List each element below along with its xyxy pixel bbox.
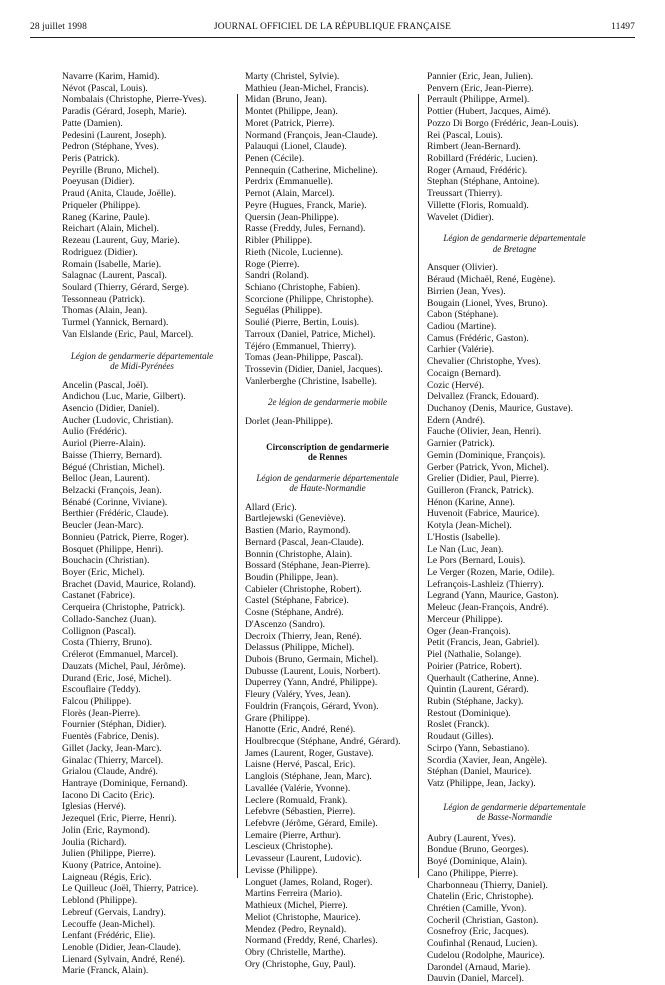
name-entry: Cosnefroy (Eric, Jacques).	[427, 926, 529, 938]
name-entry: Coufinhal (Renaud, Lucien).	[427, 938, 538, 950]
name-entry: Houlbrecque (Stéphane, André, Gérard).	[245, 736, 401, 747]
name-entry: Grelier (Didier, Paul, Pierre).	[427, 473, 540, 485]
name-entry: Scorcione (Philippe, Christophe).	[245, 293, 374, 305]
name-entry: Roger (Arnaud, Frédéric).	[427, 164, 528, 176]
name-entry: Rei (Pascal, Louis).	[427, 129, 503, 141]
name-entry: Roslet (Franck).	[427, 719, 490, 731]
page-header	[30, 22, 635, 36]
name-entry: Langlois (Stéphane, Jean, Marc).	[245, 771, 372, 783]
name-entry: Cocheril (Christian, Gaston).	[427, 914, 539, 926]
name-entry: Belloc (Jean, Laurent).	[62, 473, 150, 485]
name-entry: Fouldrin (François, Gérard, Yvon).	[245, 700, 379, 712]
name-entry: Peris (Patrick).	[62, 153, 120, 165]
name-entry: Perdrix (Emmanuelle).	[245, 176, 333, 188]
name-entry: Cabon (Stéphane).	[427, 309, 499, 321]
name-list	[245, 416, 410, 428]
name-entry: Hénon (Karine, Anne).	[427, 496, 515, 508]
name-entry: Schiano (Christophe, Fabien).	[245, 281, 361, 293]
header-rule	[30, 37, 635, 38]
name-entry: Pernot (Alain, Marcel).	[245, 188, 335, 200]
name-entry: Gillet (Jacky, Jean-Marc).	[62, 742, 162, 754]
name-entry: Carhier (Valérie).	[427, 344, 495, 356]
name-entry: L'Hostis (Isabelle).	[427, 531, 501, 543]
name-entry: Oger (Jean-François).	[427, 625, 511, 637]
name-entry: Boyer (Eric, Michel).	[62, 567, 145, 579]
name-entry: Le Verger (Rozen, Marie, Odile).	[427, 567, 555, 579]
name-entry: Longuet (James, Roland, Roger).	[245, 876, 373, 888]
name-entry: Duperrey (Yann, André, Philippe).	[245, 677, 378, 689]
section-heading	[427, 233, 602, 254]
name-entry: Marie (Franck, Alain).	[62, 965, 149, 977]
name-entry: Delvallez (Franck, Edouard).	[427, 391, 539, 403]
name-entry: Stéphan (Daniel, Maurice).	[427, 766, 532, 778]
name-entry: Levasseur (Laurent, Ludovic).	[245, 853, 362, 865]
name-entry: Belzacki (François, Jean).	[62, 485, 162, 496]
section-heading	[62, 351, 222, 372]
section-heading-line: de Haute-Normandie	[289, 483, 366, 494]
name-entry: Grare (Philippe).	[245, 712, 311, 724]
name-entry: Obry (Christelle, Marthe).	[245, 946, 346, 958]
name-list	[427, 262, 602, 789]
name-entry: Roudaut (Gilles).	[427, 731, 494, 743]
name-entry: Cocaign (Bernard).	[427, 367, 502, 379]
name-entry: Chevalier (Christophe, Yves).	[427, 356, 541, 368]
name-entry: Lenfant (Frédéric, Elie).	[62, 930, 156, 942]
name-entry: Petit (Francis, Jean, Gabriel).	[427, 637, 540, 649]
name-entry: Gerber (Patrick, Yvon, Michel).	[427, 461, 549, 473]
name-entry: Leclere (Romuald, Frank).	[245, 794, 348, 806]
name-entry: Guilleron (Franck, Patrick).	[427, 485, 534, 496]
name-entry: Turmel (Yannick, Bernard).	[62, 317, 169, 329]
name-entry: Béraud (Michaël, René, Eugène).	[427, 274, 556, 286]
name-entry: Lebreuf (Gervais, Landry).	[62, 906, 166, 918]
name-entry: James (Laurent, Roger, Gustave).	[245, 747, 374, 759]
name-entry: Tomas (Jean-Philippe, Pascal).	[245, 352, 364, 364]
name-entry: Beucler (Jean-Marc).	[62, 520, 144, 532]
name-entry: Grialou (Claude, André).	[62, 766, 158, 778]
name-entry: Garnier (Patrick).	[427, 438, 495, 450]
name-entry: Joulia (Richard).	[62, 836, 127, 848]
name-entry: Lavallée (Valérie, Yvonne).	[245, 782, 351, 794]
name-entry: Dubois (Bruno, Germain, Michel).	[245, 653, 379, 665]
name-entry: Mendez (Pedro, Reynald).	[245, 923, 347, 935]
name-entry: Rodriguez (Didier).	[62, 246, 138, 258]
name-list	[245, 71, 410, 387]
name-entry: Aubry (Laurent, Yves).	[427, 832, 516, 844]
name-entry: Iglesias (Hervé).	[62, 801, 126, 813]
section-heading-line: Légion de gendarmerie départementale	[443, 233, 586, 244]
name-entry: Camus (Frédéric, Gaston).	[427, 332, 529, 344]
name-entry: Lenoble (Didier, Jean-Claude).	[62, 942, 181, 954]
name-entry: Darondel (Arnaud, Marie).	[427, 961, 531, 973]
name-entry: Delassus (Philippe, Michel).	[245, 642, 355, 654]
name-entry: Piel (Nathalie, Solange).	[427, 649, 522, 661]
section-heading	[427, 802, 602, 823]
name-list	[427, 71, 602, 223]
name-entry: Jolin (Eric, Raymond).	[62, 824, 150, 836]
name-entry: Lecouffe (Jean-Michel).	[62, 918, 156, 930]
name-entry: Dubusse (Laurent, Louis, Norbert).	[245, 665, 381, 677]
name-entry: Bouchacin (Christian).	[62, 555, 150, 567]
name-entry: Dorlet (Jean-Philippe).	[245, 415, 333, 427]
name-entry: Iacono Di Cacito (Eric).	[62, 789, 155, 801]
name-entry: Martins Ferreira (Mario).	[245, 888, 343, 900]
name-entry: Quersin (Jean-Philippe).	[245, 211, 339, 223]
publication-date: 28 juillet 1998	[30, 22, 87, 32]
name-entry: Florès (Jean-Pierre).	[62, 707, 141, 719]
name-entry: Bénabé (Corinne, Viviane).	[62, 496, 168, 508]
name-entry: Montet (Philippe, Jean).	[245, 106, 338, 118]
name-entry: Chrétien (Camille, Yvon).	[427, 903, 527, 914]
name-entry: Nombalais (Christophe, Pierre-Yves).	[62, 94, 207, 106]
name-entry: Crélerot (Emmanuel, Marcel).	[62, 649, 179, 661]
name-entry: Salagnac (Laurent, Pascal).	[62, 270, 167, 282]
name-entry: Asencio (Didier, Daniel).	[62, 402, 160, 414]
name-entry: Praud (Anita, Claude, Joëlle).	[62, 188, 177, 200]
name-list	[245, 502, 410, 971]
name-entry: Peyre (Hugues, Franck, Marie).	[245, 199, 367, 211]
name-entry: Durand (Eric, José, Michel).	[62, 672, 172, 684]
name-entry: Querhault (Catherine, Anne).	[427, 672, 539, 684]
name-entry: Rimbert (Jean-Bernard).	[427, 141, 521, 153]
name-entry: Fleury (Valéry, Yves, Jean).	[245, 689, 351, 701]
name-entry: Bartlejewski (Geneviève).	[245, 513, 346, 525]
section-heading	[245, 473, 410, 494]
section-heading-line: Légion de gendarmerie départementale	[443, 801, 586, 812]
name-entry: Navarre (Karim, Hamid).	[62, 71, 160, 82]
name-entry: Perrault (Philippe, Armel).	[427, 94, 530, 106]
name-entry: Fournier (Stéphan, Didier).	[62, 719, 167, 731]
name-entry: Pennequin (Catherine, Micheline).	[245, 164, 378, 176]
name-entry: Normand (François, Jean-Claude).	[245, 129, 378, 141]
name-entry: Allard (Eric).	[245, 501, 297, 513]
name-entry: Wavelet (Didier).	[427, 211, 494, 223]
name-entry: Legrand (Yann, Maurice, Gaston).	[427, 590, 559, 602]
name-entry: Ribler (Philippe).	[245, 235, 313, 247]
name-entry: Brachet (David, Maurice, Roland).	[62, 578, 196, 590]
name-entry: Pedron (Stéphane, Yves).	[62, 141, 159, 153]
name-entry: Patte (Damien).	[62, 117, 123, 129]
name-entry: Scordia (Xavier, Jean, Angèle).	[427, 754, 548, 766]
column-divider	[237, 94, 238, 878]
name-entry: Poeyusan (Didier).	[62, 176, 135, 188]
name-entry: Soulard (Thierry, Gérard, Serge).	[62, 281, 190, 293]
circonscription-heading	[245, 442, 410, 463]
name-entry: Bégué (Christian, Michel).	[62, 461, 165, 473]
name-entry: Midan (Bruno, Jean).	[245, 94, 328, 106]
name-entry: Cabieler (Christophe, Robert).	[245, 583, 362, 595]
name-entry: Vanlerberghe (Christine, Isabelle).	[245, 375, 377, 387]
name-entry: Paradis (Gérard, Joseph, Marie).	[62, 106, 187, 118]
name-entry: Julien (Philippe, Pierre).	[62, 848, 156, 860]
name-entry: Mathieu (Jean-Michel, Francis).	[245, 82, 369, 94]
name-entry: Merceur (Philippe).	[427, 613, 503, 625]
name-entry: Roge (Pierre).	[245, 258, 300, 270]
name-entry: Treussart (Thierry).	[427, 188, 503, 200]
name-entry: Duchanoy (Denis, Maurice, Gustave).	[427, 402, 573, 414]
name-entry: Pottier (Hubert, Jacques, Aimé).	[427, 106, 551, 118]
name-entry: Andichou (Luc, Marie, Gilbert).	[62, 391, 186, 403]
name-entry: Kuony (Patrice, Antoine).	[62, 860, 162, 871]
name-entry: Trossevin (Didier, Daniel, Jacques).	[245, 363, 383, 375]
name-entry: Rieth (Nicole, Lucienne).	[245, 246, 344, 258]
name-entry: Bonnieu (Patrick, Pierre, Roger).	[62, 531, 189, 543]
name-entry: Poirier (Patrice, Robert).	[427, 660, 522, 672]
name-entry: Bonnin (Christophe, Alain).	[245, 548, 353, 560]
section-heading-line: Légion de gendarmerie départementale	[70, 350, 214, 361]
name-entry: Romain (Isabelle, Marie).	[62, 258, 162, 270]
name-entry: Cadiou (Martine).	[427, 320, 497, 332]
name-entry: Van Elslande (Eric, Paul, Marcel).	[62, 328, 194, 340]
name-entry: Baisse (Thierry, Bernard).	[62, 449, 163, 461]
name-entry: Bondue (Bruno, Georges).	[427, 844, 529, 856]
name-entry: Falcou (Philippe).	[62, 695, 132, 707]
name-entry: Ansquer (Olivier).	[427, 262, 498, 274]
name-entry: Lemaire (Pierre, Arthur).	[245, 829, 341, 841]
name-entry: Berthier (Frédéric, Claude).	[62, 508, 169, 520]
circonscription-heading-line: Circonscription de gendarmerie	[266, 441, 389, 452]
name-entry: Rubin (Stéphane, Jacky).	[427, 695, 524, 707]
name-entry: Tarroux (Daniel, Patrice, Michel).	[245, 328, 376, 340]
name-entry: Palauqui (Lionel, Claude).	[245, 141, 347, 153]
journal-title: JOURNAL OFFICIEL DE LA RÉPUBLIQUE FRANÇAISE	[213, 22, 452, 32]
section-heading-line: de Bretagne	[492, 243, 537, 254]
name-entry: Meliot (Christophe, Maurice).	[245, 911, 361, 923]
name-entry: Costa (Thierry, Bruno).	[62, 637, 152, 649]
name-entry: Villette (Floris, Romuald).	[427, 199, 529, 211]
name-entry: Ory (Christophe, Guy, Paul).	[245, 958, 356, 970]
name-entry: Cozic (Hervé).	[427, 379, 485, 391]
column-divider	[418, 94, 419, 878]
name-entry: Pedesini (Laurent, Joseph).	[62, 129, 167, 141]
name-entry: Normand (Freddy, René, Charles).	[245, 935, 378, 947]
name-entry: Edern (André).	[427, 414, 486, 426]
section-heading-line: de Basse-Normandie	[476, 812, 553, 823]
name-entry: Robillard (Frédéric, Lucien).	[427, 153, 538, 165]
name-entry: Aucher (Ludovic, Christian).	[62, 414, 174, 426]
name-entry: Dauvin (Daniel, Marcel).	[427, 973, 524, 985]
name-entry: Escouflaire (Teddy).	[62, 684, 141, 696]
name-entry: Cano (Philippe, Pierre).	[427, 867, 519, 879]
name-entry: Sandri (Roland).	[245, 270, 309, 282]
name-entry: Rezeau (Laurent, Guy, Marie).	[62, 235, 180, 247]
name-entry: Scirpo (Yann, Sebastiano).	[427, 742, 530, 754]
name-entry: Téjéro (Emmanuel, Thierry).	[245, 340, 357, 352]
name-entry: Rasse (Freddy, Jules, Fernand).	[245, 223, 366, 235]
name-entry: Bossard (Stéphane, Jean-Pierre).	[245, 560, 371, 572]
section-heading	[245, 397, 410, 408]
name-entry: Le Pors (Bernard, Louis).	[427, 555, 526, 567]
name-entry: Laigneau (Régis, Eric).	[62, 871, 152, 883]
name-entry: Névot (Pascal, Louis).	[62, 82, 148, 94]
name-entry: Penen (Cécile).	[245, 153, 305, 165]
name-entry: Seguélas (Philippe).	[245, 305, 323, 317]
name-entry: Cosne (Stéphane, André).	[245, 607, 344, 619]
name-entry: Bougain (Lionel, Yves, Bruno).	[427, 297, 548, 309]
name-entry: Castanet (Fabrice).	[62, 590, 135, 602]
name-entry: Bastien (Mario, Raymond).	[245, 525, 351, 537]
name-entry: Gemin (Dominique, François).	[427, 449, 546, 461]
name-entry: Fuentès (Fabrice, Denis).	[62, 731, 159, 743]
name-entry: Lescieux (Christophe).	[245, 841, 333, 853]
name-entry: Stephan (Stéphane, Antoine).	[427, 176, 540, 188]
name-list	[62, 71, 222, 341]
name-entry: Bosquet (Philippe, Henri).	[62, 543, 164, 555]
name-entry: Laisne (Hervé, Pascal, Eric).	[245, 759, 356, 771]
name-entry: Lefrançois-Lashleiz (Thierry).	[427, 578, 544, 590]
name-entry: Levisse (Philippe).	[245, 864, 318, 876]
name-entry: Birrien (Jean, Yves).	[427, 285, 506, 297]
name-entry: Thomas (Alain, Jean).	[62, 305, 148, 317]
name-entry: Decroix (Thierry, Jean, René).	[245, 630, 362, 642]
name-entry: Pozzo Di Borgo (Frédéric, Jean-Louis).	[427, 117, 579, 129]
name-entry: Pannier (Eric, Jean, Julien).	[427, 71, 534, 82]
name-entry: Meleuc (Jean-François, André).	[427, 602, 549, 614]
name-entry: Ginalac (Thierry, Marcel).	[62, 754, 164, 766]
name-entry: Boudin (Philippe, Jean).	[245, 571, 339, 583]
name-entry: Tessonneau (Patrick).	[62, 293, 145, 305]
name-entry: Cerqueira (Christophe, Patrick).	[62, 602, 186, 614]
name-entry: Ancelin (Pascal, Joël).	[62, 379, 149, 391]
name-entry: Vatz (Philippe, Jean, Jacky).	[427, 777, 536, 789]
name-entry: Aulio (Frédéric).	[62, 426, 128, 438]
name-entry: Priqueler (Philippe).	[62, 199, 141, 211]
name-entry: Le Quilleuc (Joël, Thierry, Patrice).	[62, 883, 199, 895]
section-heading-line: 2e légion de gendarmerie mobile	[268, 397, 387, 408]
name-entry: Boyé (Dominique, Alain).	[427, 856, 528, 868]
name-entry: Le Nan (Luc, Jean).	[427, 543, 504, 555]
name-entry: Jezequel (Eric, Pierre, Henri).	[62, 813, 177, 825]
name-entry: Dauzats (Michel, Paul, Jérôme).	[62, 660, 186, 672]
name-entry: Penvern (Eric, Jean-Pierre).	[427, 82, 534, 94]
name-entry: Lefebvre (Sébastien, Pierre).	[245, 806, 356, 818]
name-entry: Auriol (Pierre-Alain).	[62, 438, 146, 450]
column-1	[62, 71, 222, 977]
name-entry: Hanotte (Eric, André, René).	[245, 724, 356, 736]
name-entry: Reichart (Alain, Michel).	[62, 223, 159, 235]
name-entry: Mathieux (Michel, Pierre).	[245, 900, 348, 912]
name-entry: Quintin (Laurent, Gérard).	[427, 684, 529, 696]
name-entry: Marty (Christel, Sylvie).	[245, 71, 340, 82]
name-entry: Charbonneau (Thierry, Daniel).	[427, 879, 548, 891]
section-heading-line: de Midi-Pyrénées	[110, 361, 174, 372]
column-2	[245, 71, 410, 970]
name-entry: Hantraye (Dominique, Fernand).	[62, 777, 188, 789]
name-entry: Collado-Sanchez (Juan).	[62, 613, 157, 625]
name-entry: Kotyla (Jean-Michel).	[427, 520, 512, 532]
section-heading-line: Légion de gendarmerie départementale	[256, 472, 399, 483]
name-entry: Chatelin (Eric, Christophe).	[427, 891, 534, 903]
name-entry: Peyrille (Bruno, Michel).	[62, 164, 159, 176]
name-entry: Collignon (Pascal).	[62, 625, 137, 637]
name-entry: Lienard (Sylvain, André, René).	[62, 953, 186, 965]
name-entry: Leblond (Philippe).	[62, 895, 138, 907]
name-list	[427, 833, 602, 985]
name-entry: Moret (Patrick, Pierre).	[245, 117, 335, 129]
page-number: 11497	[611, 22, 635, 32]
name-list	[62, 380, 222, 978]
name-entry: Cudelou (Rodolphe, Maurice).	[427, 949, 545, 961]
name-entry: D'Ascenzo (Sandro).	[245, 618, 326, 630]
name-entry: Soulié (Pierre, Bertin, Louis).	[245, 317, 360, 329]
column-3	[427, 71, 602, 985]
name-entry: Lefebvre (Jérôme, Gérard, Emile).	[245, 818, 378, 830]
name-entry: Raneg (Karine, Paule).	[62, 211, 150, 223]
name-entry: Bernard (Pascal, Jean-Claude).	[245, 536, 364, 548]
circonscription-heading-line: de Rennes	[307, 452, 348, 463]
name-entry: Restout (Dominique).	[427, 707, 511, 719]
name-entry: Castel (Stéphane, Fabrice).	[245, 595, 349, 607]
name-entry: Fauche (Olivier, Jean, Henri).	[427, 426, 542, 438]
name-entry: Huvenoit (Fabrice, Maurice).	[427, 508, 540, 520]
